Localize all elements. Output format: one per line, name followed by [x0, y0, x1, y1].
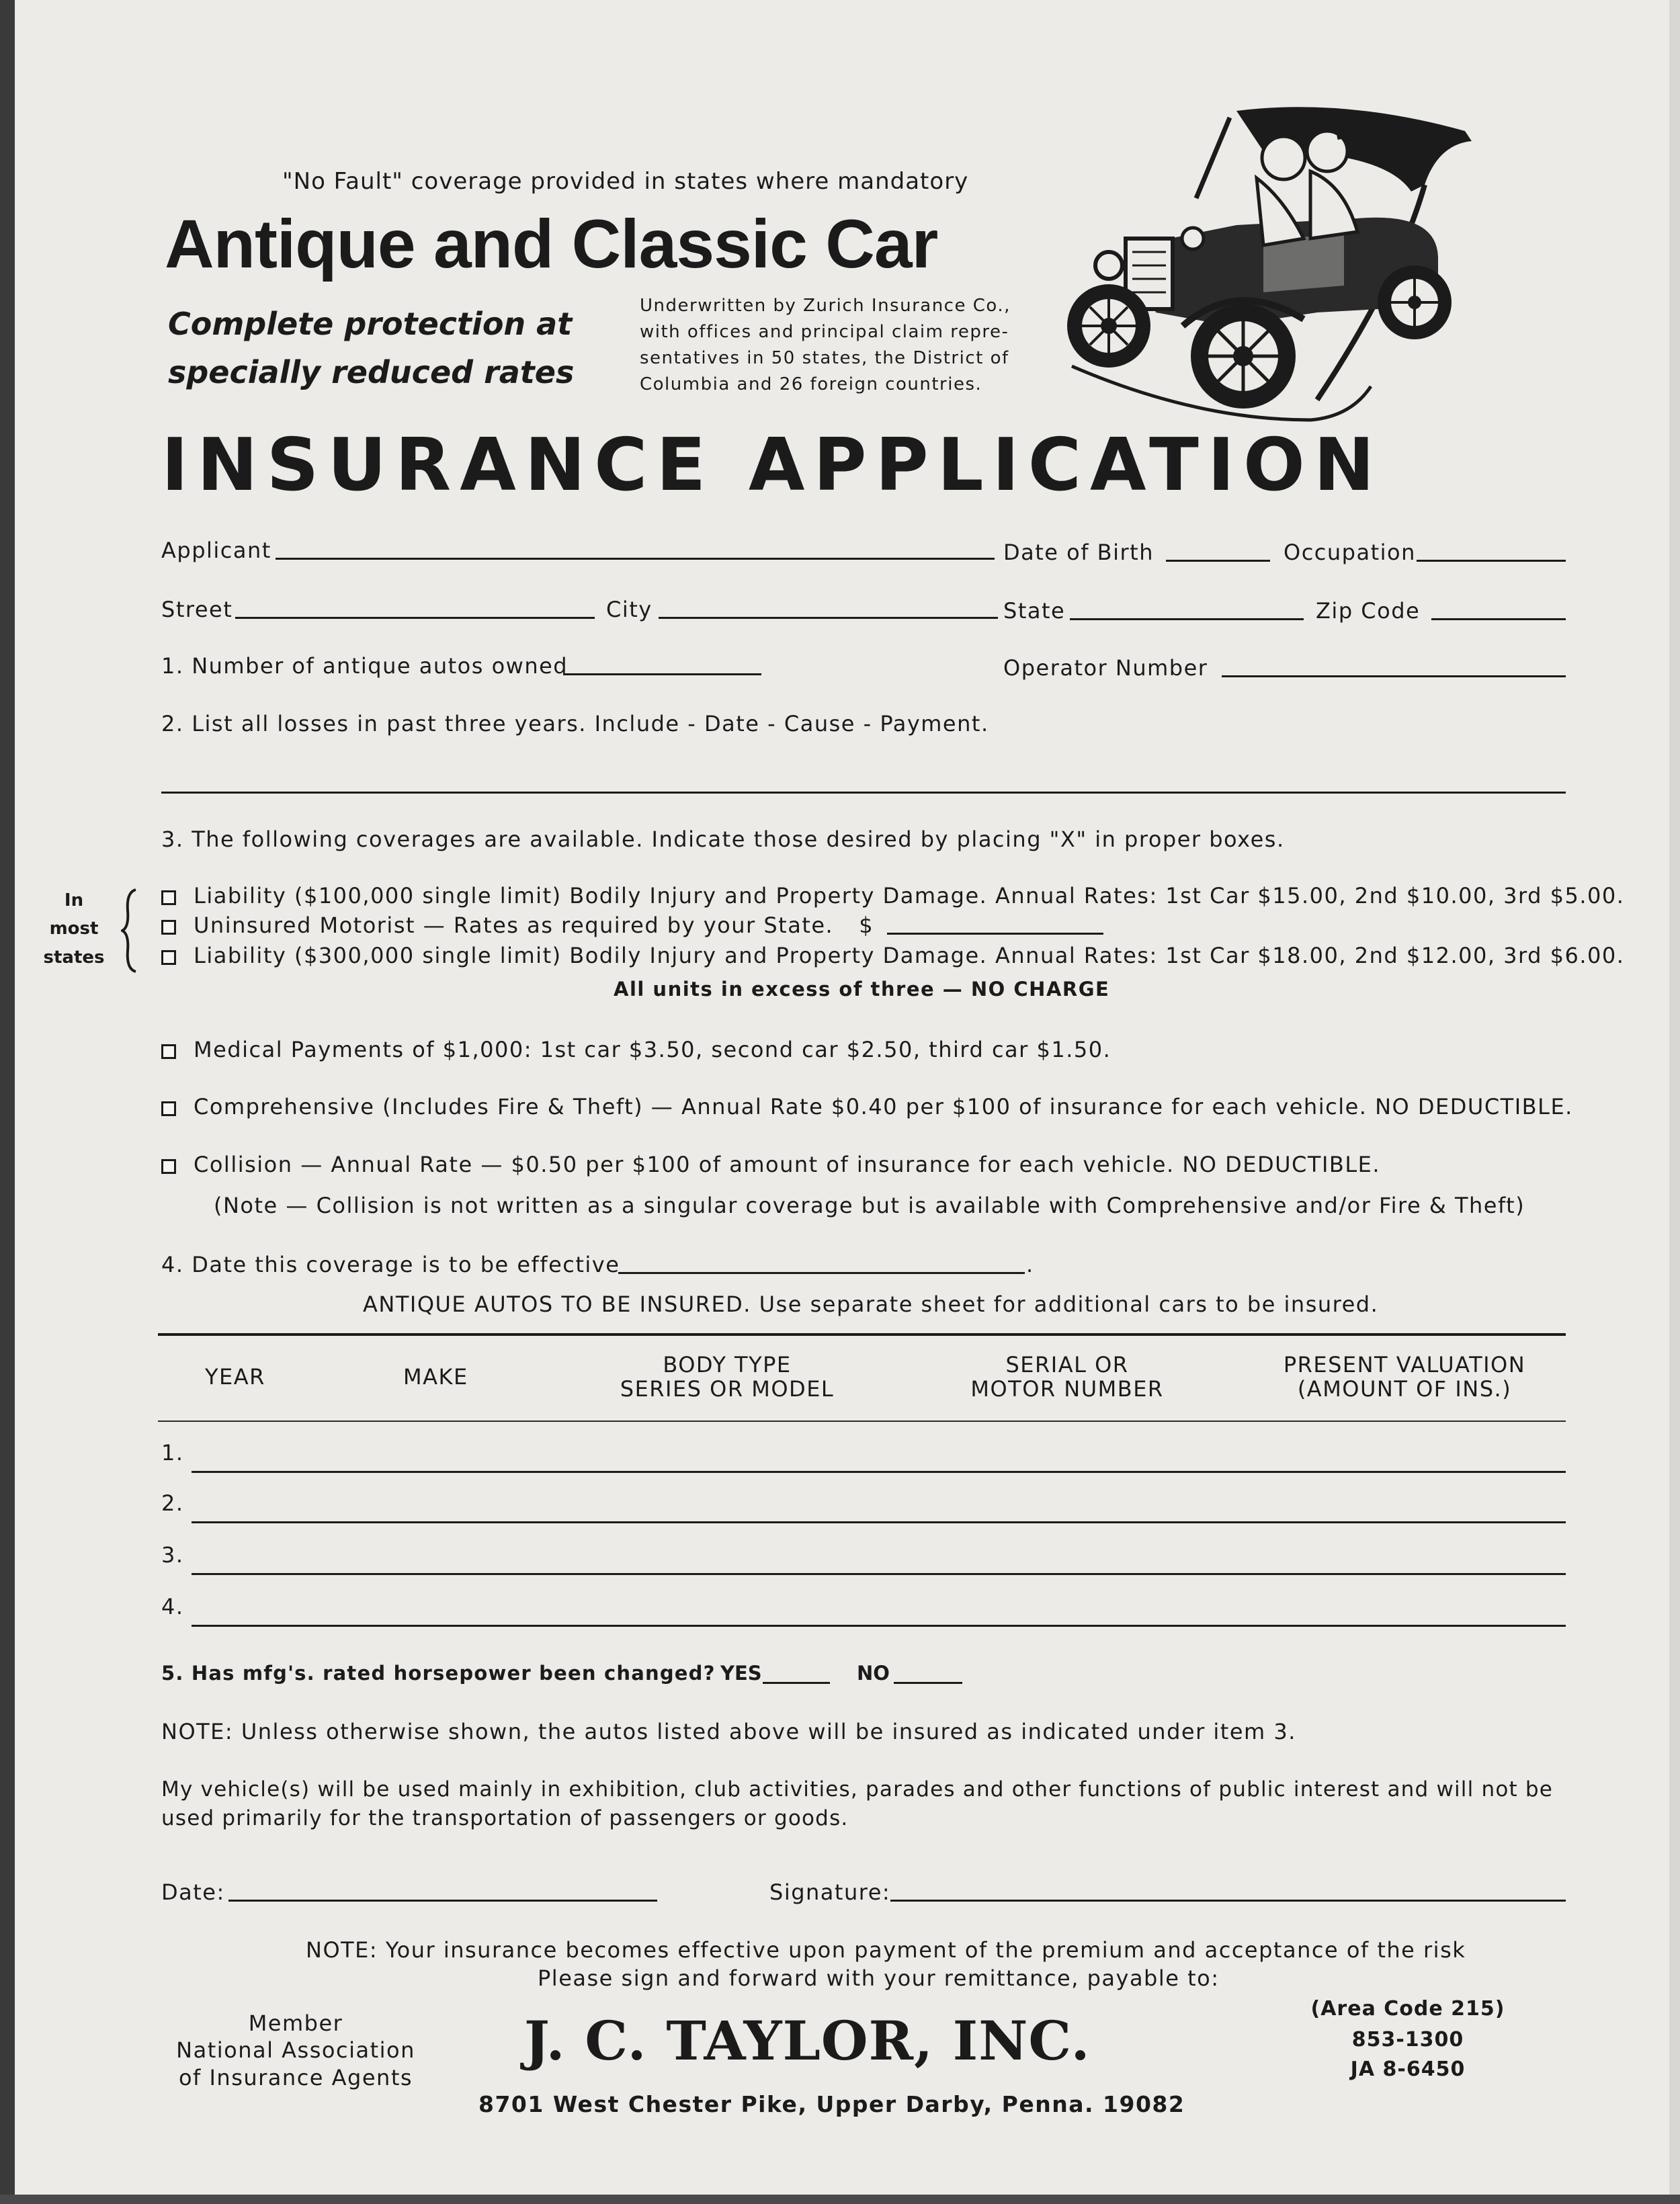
table-top-rule [158, 1333, 1566, 1336]
tagline-line-1: Complete protection at [168, 306, 573, 342]
page-edge-left [0, 0, 15, 2204]
q5-horsepower-label: 5. Has mfg's. rated horsepower been changed? [161, 1662, 716, 1685]
street-label: Street [161, 597, 233, 622]
comprehensive-checkbox[interactable] [161, 1101, 176, 1116]
autos-table-heading: ANTIQUE AUTOS TO BE INSURED. Use separate sheet for additional cars to be insured. [363, 1291, 1379, 1317]
tagline-line-2: specially reduced rates [168, 354, 575, 390]
form-title: Antique and Classic Car [165, 206, 938, 282]
bracket-label-states: states [43, 947, 105, 968]
occupation-label: Occupation [1284, 540, 1416, 565]
col-header-amount-of-ins: (AMOUNT OF INS.) [1297, 1376, 1512, 1402]
coverage-row-liability-300 [161, 943, 1624, 968]
table-row-number: 1. [161, 1440, 184, 1466]
applicant-label: Applicant [161, 538, 271, 563]
q4-period: . [1026, 1252, 1034, 1277]
page-edge-right [1669, 0, 1680, 2204]
auto-row-4-field[interactable] [192, 1607, 1566, 1627]
auto-row-2-field[interactable] [192, 1504, 1566, 1523]
auto-row-1-field[interactable] [192, 1453, 1566, 1473]
coverage-row-collision [161, 1152, 1380, 1177]
operator-number-field[interactable] [1222, 655, 1566, 677]
uninsured-motorist-label: Uninsured Motorist — Rates as required by your State. [194, 913, 834, 938]
usage-statement-line-1: My vehicle(s) will be used mainly in exhibition, club activities, parades and other functions of public interest and will not be [161, 1777, 1554, 1802]
city-label: City [606, 597, 653, 622]
usage-statement-line-2: used primarily for the transportation of passengers or goods. [161, 1806, 849, 1830]
table-header-rule [158, 1421, 1566, 1422]
member-line-1: Member [248, 2010, 343, 2036]
member-line-2: National Association [176, 2037, 415, 2063]
coverage-row-uninsured [161, 913, 874, 938]
city-field[interactable] [659, 597, 998, 619]
col-header-present-valuation: PRESENT VALUATION [1283, 1352, 1526, 1378]
coverage-row-medical [161, 1037, 1111, 1062]
coverage-row-comprehensive [161, 1094, 1573, 1119]
page-edge-bottom [0, 2195, 1680, 2204]
horsepower-no-field[interactable] [894, 1662, 962, 1684]
zip-code-field[interactable] [1431, 598, 1566, 620]
medical-payments-checkbox[interactable] [161, 1044, 176, 1059]
q2-losses-label: 2. List all losses in past three years. Include - Date - Cause - Payment. [161, 711, 989, 736]
coverage-row-liability-100 [161, 883, 1624, 908]
area-code: (Area Code 215) [1310, 1997, 1505, 2021]
member-line-3: of Insurance Agents [178, 2065, 413, 2090]
excess-units-note: All units in excess of three — NO CHARGE [614, 978, 1110, 1001]
q4-effective-date-label: 4. Date this coverage is to be effective [161, 1252, 620, 1277]
occupation-field[interactable] [1417, 540, 1566, 562]
underwriter-line-1: Underwritten by Zurich Insurance Co., [640, 296, 1011, 316]
comprehensive-label: Comprehensive (Includes Fire & Theft) — Annual Rate $0.40 per $100 of insurance for each vehicle. NO DEDUCTIBLE. [194, 1094, 1573, 1119]
signature-date-field[interactable] [228, 1879, 657, 1902]
collision-note: (Note — Collision is not written as a singular coverage but is available with Comprehensive and/or Fire & Theft) [214, 1193, 1525, 1218]
company-name: J. C. TAYLOR, INC. [524, 2009, 1091, 2072]
underwriter-line-2: with offices and principal claim repre- [640, 322, 1009, 342]
col-header-body-type: BODY TYPE [663, 1352, 792, 1378]
uninsured-motorist-checkbox[interactable] [161, 920, 176, 935]
date-label: Date: [161, 1879, 225, 1905]
liability-300-checkbox[interactable] [161, 950, 176, 965]
medical-payments-label: Medical Payments of $1,000: 1st car $3.50, second car $2.50, third car $1.50. [194, 1037, 1111, 1062]
q5-no-label: NO [857, 1662, 890, 1685]
underwriter-line-4: Columbia and 26 foreign countries. [640, 374, 982, 394]
no-fault-note: "No Fault" coverage provided in states where mandatory [282, 168, 969, 195]
liability-300-label: Liability ($300,000 single limit) Bodily Injury and Property Damage. Annual Rates: 1st Car $18.00, 2nd $12.00, 3rd $6.00. [194, 943, 1625, 968]
remittance-note: Please sign and forward with your remittance, payable to: [538, 1965, 1220, 1991]
operator-number-label: Operator Number [1003, 655, 1208, 681]
bracket-label-most: most [49, 919, 99, 939]
zip-code-label: Zip Code [1316, 598, 1421, 624]
applicant-field[interactable] [276, 538, 995, 560]
phone-number-1: 853-1300 [1351, 2028, 1464, 2051]
losses-field[interactable] [161, 771, 1566, 794]
collision-label: Collision — Annual Rate — $0.50 per $100 of amount of insurance for each vehicle. NO DEDUCTIBLE. [194, 1152, 1381, 1177]
q5-yes-label: YES [720, 1662, 762, 1685]
effective-payment-note: NOTE: Your insurance becomes effective upon payment of the premium and acceptance of the risk [306, 1937, 1466, 1963]
signature-field[interactable] [890, 1879, 1566, 1902]
signature-label: Signature: [769, 1879, 891, 1905]
uninsured-amount-field[interactable] [887, 913, 1103, 935]
liability-100-label: Liability ($100,000 single limit) Bodily Injury and Property Damage. Annual Rates: 1st Car $15.00, 2nd $10.00, 3rd $5.00. [194, 883, 1625, 908]
q1-autos-owned-label: 1. Number of antique autos owned [161, 653, 569, 679]
auto-row-3-field[interactable] [192, 1556, 1566, 1575]
antique-car-illustration [1062, 104, 1492, 427]
horsepower-yes-field[interactable] [763, 1662, 830, 1684]
col-header-serial: SERIAL OR [1005, 1352, 1129, 1378]
collision-checkbox[interactable] [161, 1159, 176, 1174]
brace-icon [121, 887, 141, 974]
street-field[interactable] [235, 597, 595, 619]
table-row-number: 3. [161, 1542, 184, 1568]
effective-date-field[interactable] [618, 1252, 1025, 1274]
table-row-number: 2. [161, 1490, 184, 1516]
autos-owned-field[interactable] [563, 653, 761, 675]
item3-note: NOTE: Unless otherwise shown, the autos listed above will be insured as indicated under item 3. [161, 1719, 1296, 1744]
uninsured-dollar-sign: $ [859, 913, 874, 938]
company-address: 8701 West Chester Pike, Upper Darby, Penna. 19082 [478, 2091, 1185, 2117]
col-header-make: MAKE [403, 1364, 468, 1390]
state-label: State [1003, 598, 1066, 624]
insurance-application-heading: INSURANCE APPLICATION [161, 423, 1384, 507]
col-header-motor-number: MOTOR NUMBER [970, 1376, 1164, 1402]
date-of-birth-label: Date of Birth [1003, 540, 1154, 565]
col-header-series-model: SERIES OR MODEL [620, 1376, 835, 1402]
date-of-birth-field[interactable] [1166, 540, 1270, 562]
liability-100-checkbox[interactable] [161, 890, 176, 905]
phone-number-2: JA 8-6450 [1350, 2058, 1466, 2081]
col-header-year: YEAR [205, 1364, 265, 1390]
state-field[interactable] [1070, 598, 1304, 620]
table-row-number: 4. [161, 1594, 184, 1619]
underwriter-line-3: sentatives in 50 states, the District of [640, 348, 1009, 368]
q3-coverages-intro: 3. The following coverages are available. Indicate those desired by placing "X" in proper boxes. [161, 826, 1285, 852]
bracket-label-in: In [64, 890, 84, 910]
